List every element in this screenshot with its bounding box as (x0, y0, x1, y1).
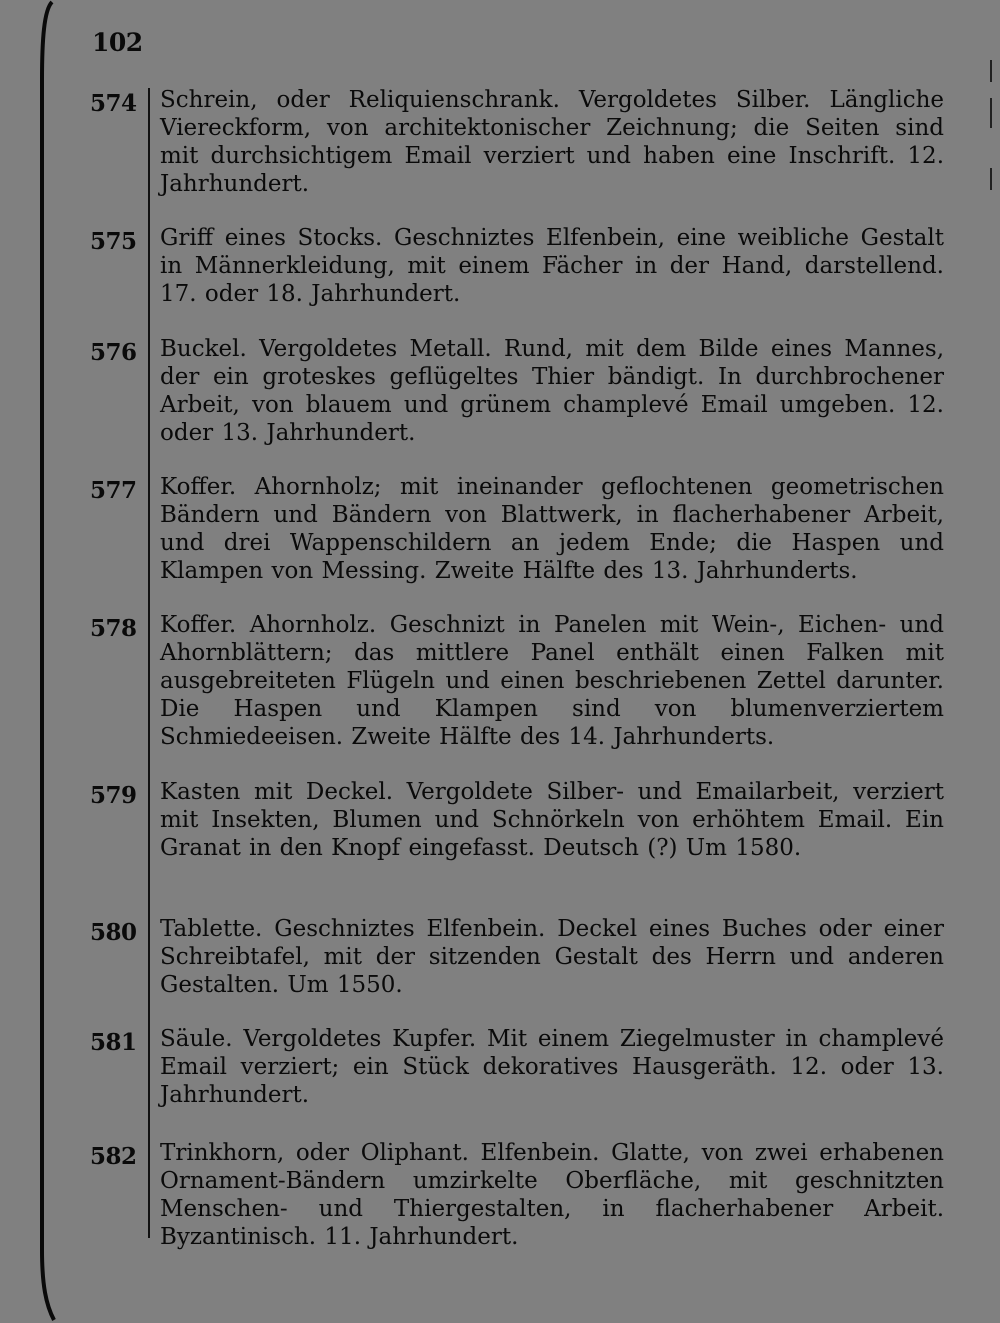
entry-description: Koffer. Ahornholz; mit ineinander geflochtenen geometrischen Bändern und Bändern von Blattwerk, in flacherhabener Arbeit, und drei Wappenschildern an jedem Ende; die Haspen und Klampen von Messing. Zweite Hälfte des 13. Jahrhunderts. (160, 474, 944, 584)
entry-number: 582 (90, 1143, 137, 1170)
entry-description: Griff eines Stocks. Geschniztes Elfenbein, eine weibliche Gestalt in Männerkleidung, mit einem Fächer in der Hand, darstellend. 17. oder 18. Jahrhundert. (160, 225, 944, 307)
entry-number: 578 (90, 615, 137, 642)
entry-number: 577 (90, 477, 137, 504)
entry-description: Trinkhorn, oder Oliphant. Elfenbein. Glatte, von zwei erhabenen Ornament-Bändern umzirkelte Oberfläche, mit geschnitzten Menschen- und Thiergestalten, in flacherhabener Arbeit. Byzantinisch. 11. Jahrhundert. (160, 1140, 944, 1250)
entry-number: 574 (90, 90, 137, 117)
entry-description: Kasten mit Deckel. Vergoldete Silber- und Emailarbeit, verziert mit Insekten, Blumen und Schnörkeln von erhöhtem Email. Ein Granat in den Knopf eingefasst. Deutsch (?) Um 1580. (160, 779, 944, 861)
entry-number: 581 (90, 1029, 137, 1056)
entry-description: Tablette. Geschniztes Elfenbein. Deckel eines Buches oder einer Schreibtafel, mit der sitzenden Gestalt des Herrn und anderen Gestalten. Um 1550. (160, 916, 944, 998)
entry-description: Buckel. Vergoldetes Metall. Rund, mit dem Bilde eines Mannes, der ein groteskes geflügeltes Thier bändigt. In durchbrochener Arbeit, von blauem und grünem champlevé Email umgeben. 12. oder 13. Jahrhundert. (160, 336, 944, 446)
entry-number: 580 (90, 919, 137, 946)
entry-number: 575 (90, 228, 137, 255)
entry-number: 579 (90, 782, 137, 809)
entry-description: Schrein, oder Reliquienschrank. Vergoldetes Silber. Längliche Viereckform, von architektonischer Zeichnung; die Seiten sind mit durchsichtigem Email verziert und haben eine Inschrift. 12. Jahrhundert. (160, 87, 944, 197)
page-number: 102 (92, 28, 143, 57)
entry-description: Koffer. Ahornholz. Geschnizt in Panelen mit Wein-, Eichen- und Ahornblättern; das mittlere Panel enthält einen Falken mit ausgebreiteten Flügeln und einen beschriebenen Zettel darunter. Die Haspen und Klampen sind von blumenverziertem Schmiedeeisen. Zweite Hälfte des 14. Jahrhunderts. (160, 612, 944, 750)
entry-description: Säule. Vergoldetes Kupfer. Mit einem Ziegelmuster in champlevé Email verziert; ein Stück dekoratives Hausgeräth. 12. oder 13. Jahrhundert. (160, 1026, 944, 1108)
entry-number: 576 (90, 339, 137, 366)
